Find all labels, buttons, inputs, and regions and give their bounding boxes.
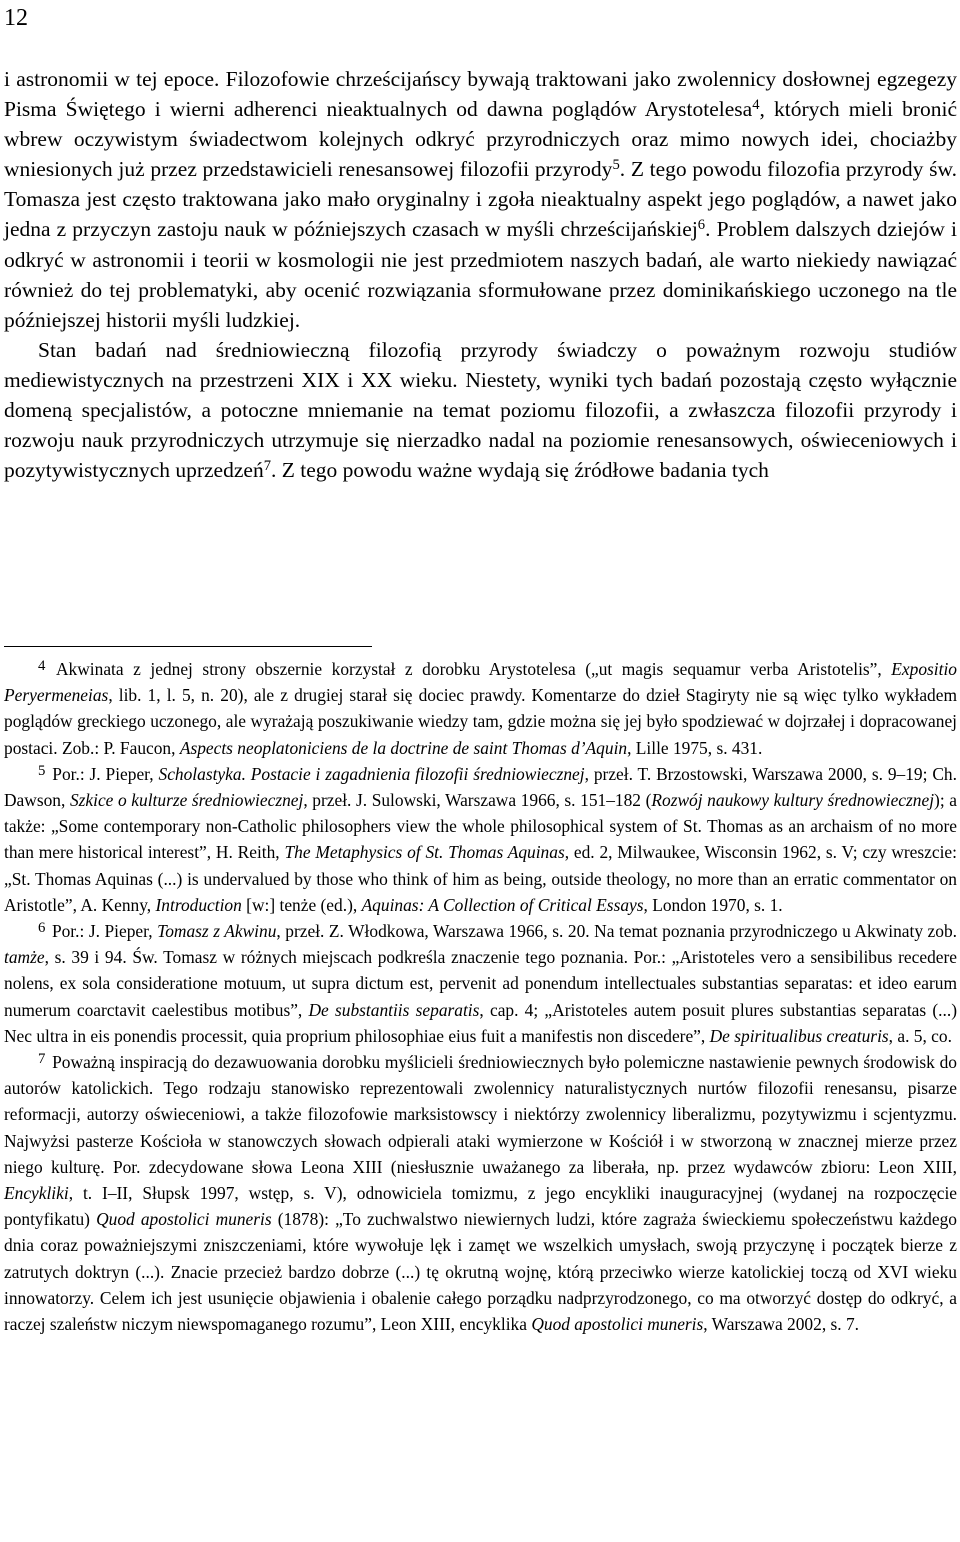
italic-title: Quod apostolici muneris (531, 1314, 704, 1335)
text-run: , a. 5, co. (888, 1025, 952, 1046)
italic-title: Quod apostolici muneris (96, 1209, 272, 1230)
text-run: Stan badań nad średniowieczną filozofią przyrody świadczy o poważnym rozwoju studiów mediewistycznych na przestrzeni XIX i XX wieku. Niestety, wyniki tych badań pozostają często wyłącznie domeną specjalistów, a potoczne mniemanie na temat poziomu filozofii, a zwłaszcza filozofii przyrody i rozwoju nauk przyrodniczych utrzymuje się nierzadko nadal na poziomie renesansowych, oświeceniowych i pozytywistycznych uprzedzeń (4, 337, 957, 483)
text-run: . Z tego powodu filozofia przyrody św. Tomasza jest często traktowana jako mało oryginalny i zgoła nieaktualny aspekt jego poglądów, a nawet jako jedna z przyczyn zastoju nauk w późniejszych czasach w myśli chrześcijańskiej (4, 157, 957, 242)
footnote-ref-5[interactable]: 5 (612, 157, 620, 174)
text-run: , Warszawa 2002, s. 7. (703, 1314, 860, 1335)
text-run: , ed. 2, Milwaukee, Wisconsin 1962, s. V; czy wreszcie: „St. Thomas Aquinas (...) is undervalued by those who think of him as being, outside theology, no more than an erratic commentator on Aristotle”, A. Kenny, (4, 842, 957, 915)
italic-title: Tomasz z Akwinu (157, 921, 277, 942)
italic-title: Introduction (155, 894, 242, 915)
text-run: , przeł. Z. Włodkowa, Warszawa 1966, s. 20. Na temat poznania przyrodniczego u Akwinaty zob. (276, 921, 958, 942)
italic-title: Aquinas: A Collection of Critical Essays (361, 894, 644, 915)
italic-title: Scholastyka. Postacie i zagadnienia filozofii średniowiecznej (158, 763, 585, 784)
text-run: , lib. 1, l. 5, n. 20), ale z drugiej starał się dociec prawdy. Komentarze do dzieł Stagiryty nie są więc tylko wykładem poglądów greckiego uczonego, ale wyrażają poszukiwanie wiedzy tam, gdzie można się jej było spodziewać w dojrzałej i dopracowanej postaci. Zob.: P. Faucon, (4, 685, 957, 758)
footnote-number: 4 (38, 658, 46, 675)
text-run: , przeł. T. Brzostowski, Warszawa 2000, s. 9–19; Ch. Dawson, (4, 763, 957, 811)
italic-title: Szkice o kulturze średniowiecznej (69, 790, 304, 811)
footnote-5 (4, 761, 957, 918)
italic-title: Encykliki (4, 1183, 69, 1204)
paragraph-2 (4, 335, 957, 485)
text-run: , Lille 1975, s. 431. (627, 737, 763, 758)
text-run: Poważną inspiracją do dezawuowania dorobku myślicieli średniowiecznych było polemiczne nastawienie pewnych środowisk do autorów katolickich. Tego rodzaju stanowisko reprezentowali zwolennicy naturalistycznych nurtów filozofii renesansu, pisarze reformacji, autorzy oświeceniowi, a także filozofowie marksistowscy i niektórzy zwolennicy liberalizmu, pozytywizmu i scjentyzmu. Najwyżsi pasterze Kościoła w stanowczych słowach odpierali ataki wymierzone w Kościół i w stworzoną w znacznej mierze przez niego kulturę. Por. zdecydowane słowa Leona XIII (niesłusznie uważanego za liberała, np. przez wydawców zbioru: Leon XIII, (4, 1052, 957, 1177)
footnote-ref-7[interactable]: 7 (263, 458, 272, 475)
main-text (4, 64, 957, 485)
italic-title: Expositio Peryermeneias (4, 659, 957, 706)
footnote-ref-6[interactable]: 6 (697, 217, 706, 234)
text-run: . Problem dalszych dziejów i odkryć w astronomii i teorii w kosmologii nie jest przedmiotem naszych badań, ale warto niekiedy nawiązać również do tej problematyki, aby ocenić rozwiązania sformułowane przez dominikańskiego uczonego na tle późniejszej historii myśli ludzkiej. (4, 217, 957, 332)
text-run: , London 1970, s. 1. (643, 894, 783, 915)
text-run: Por.: J. Pieper, (52, 763, 159, 784)
italic-title: De substantiis separatis (308, 999, 480, 1020)
italic-title: The Metaphysics of St. Thomas Aquinas (284, 842, 565, 863)
text-run: i astronomii w tej epoce. Filozofowie chrześcijańscy bywają traktowani jako zwolennicy dosłownej egzegezy Pisma Świętego i wierni adherenci nieaktualnych od dawna poglądów Arystotelesa (4, 67, 957, 122)
paragraph-1 (4, 64, 957, 335)
italic-title: Aspects neoplatoniciens de la doctrine de saint Thomas d’Aquin (179, 737, 628, 758)
italic-title: De spiritualibus creaturis (709, 1025, 889, 1046)
text-run: . Z tego powodu ważne wydają się źródłowe badania tych (271, 458, 769, 483)
footnote-separator (4, 646, 372, 647)
text-run: , t. I–II, Słupsk 1997, wstęp, s. V), odnowiciela tomizmu, z jego encykliki inauguracyjnej (wydanej na rozpoczęcie pontyfikatu) (4, 1183, 957, 1230)
text-run: , cap. 4; „Aristoteles autem posuit plures substantias separatas (...) Nec ultra in eis ponendis processit, quia proprium philosophiae eius fuit a manifestis non discedere”, (4, 999, 958, 1046)
text-run: , przeł. J. Sulowski, Warszawa 1966, s. 151–182 ( (303, 790, 652, 811)
text-run: (1878): „To zuchwalstwo niewiernych ludzi, które zagraża świeckiemu społeczeństwu każdego dnia coraz poważniejszymi zniszczeniami, które wywołuje lęk i zamęt we wszelkich umysłach, swoją przyczynę i początek bierze z zatrutych doktryn (...). Znacie przecież bardzo dobrze (...) tę okrutną wojnę, którą przeciwko wierze katolickiej toczą od XVI wieku innowatorzy. Celem ich jest usunięcie objawienia i obalenie całego porządku nadprzyrodzonego, co ma otworzyć dostęp do odkryć, a raczej szaleństw niczym niewspomaganego rozumu”, Leon XIII, encyklika (4, 1209, 957, 1335)
footnote-ref-4[interactable]: 4 (752, 97, 760, 114)
text-run: Por.: J. Pieper, (51, 921, 158, 942)
footnote-4 (4, 656, 957, 761)
footnote-number: 6 (38, 920, 46, 937)
footnote-number: 7 (38, 1051, 46, 1068)
text-run: ); a także: „Some contemporary non-Catholic philosophers view the whole philosophical system of St. Thomas as an archaism of no more than mere historical interest”, H. Reith, (4, 790, 957, 863)
italic-title: Rozwój naukowy kultury średnowiecznej (651, 790, 935, 811)
footnote-7 (4, 1049, 957, 1337)
page-number: 12 (4, 5, 28, 31)
footnote-number: 5 (38, 763, 46, 780)
text-run: Akwinata z jednej strony obszernie korzystał z dorobku Arystotelesa („ut magis sequamur verba Aristotelis”, (55, 659, 892, 679)
text-run: , których mieli bronić wbrew oczywistym świadectwom kolejnych odkryć przyrodniczych oraz mimo nowych idei, chociażby wniesionych już przez przedstawicieli renesansowej filozofii przyrody (4, 97, 957, 182)
text-run: [w:] tenże (ed.), (241, 894, 362, 915)
text-run: , s. 39 i 94. Św. Tomasz w różnych miejscach podkreśla znaczenie tego poznania. Por.: „Aristoteles vero a sensibilibus recedere nolens, ex sola consideratione motuum, ut supra dictum est, pervenit ad ponendum intellectuales substantias separatas: et ideo earum numerum coarctavit caelestibus motibus”, (4, 947, 957, 1020)
footnote-6 (4, 918, 957, 1049)
footnotes (4, 656, 957, 1337)
italic-title: tamże (4, 947, 45, 968)
